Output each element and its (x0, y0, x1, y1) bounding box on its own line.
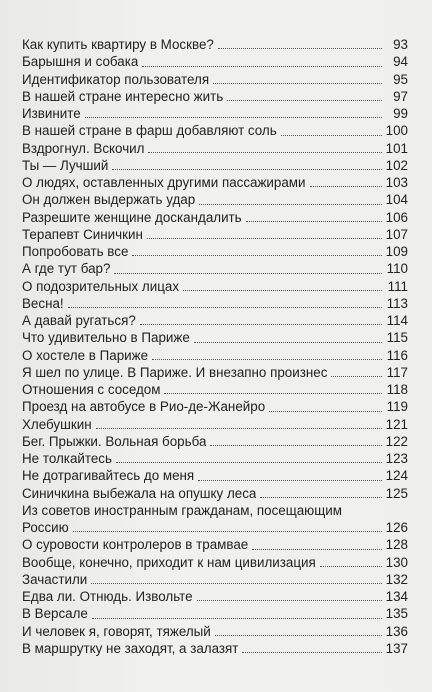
dot-leader (114, 273, 382, 274)
dot-leader (246, 221, 382, 222)
dot-leader (199, 204, 381, 205)
toc-entry (22, 329, 408, 346)
toc-entry-title: Весна! (22, 295, 64, 311)
toc-entry-title: Едва ли. Отнюдь. Извольте (22, 589, 193, 604)
dot-leader (68, 307, 382, 308)
toc-page-number: 137 (385, 640, 408, 656)
toc-entry (22, 88, 408, 105)
toc-page-number: 102 (385, 157, 408, 173)
toc-page-number: 126 (385, 520, 408, 535)
dot-leader (112, 169, 381, 170)
toc-page-number: 107 (385, 226, 408, 242)
toc-entry (22, 450, 408, 467)
toc-entry-title: А где тут бар? (22, 261, 111, 277)
toc-entry (22, 433, 408, 450)
toc-page-number: 111 (387, 278, 408, 294)
toc-page-number: 94 (393, 54, 408, 70)
dot-leader (252, 549, 381, 550)
toc-entry (22, 554, 408, 571)
toc-entry-title: И человек я, говорят, тяжелый (22, 623, 211, 639)
toc-entry (22, 623, 408, 640)
toc-entry-title: Не толкайтесь (22, 451, 112, 466)
dot-leader (310, 186, 382, 187)
dot-leader (73, 531, 382, 532)
toc-entry (22, 105, 408, 122)
toc-page-number: 128 (385, 537, 408, 553)
dot-leader (148, 152, 381, 153)
dot-leader (227, 100, 382, 101)
toc-entry-title: Отношения с соседом (22, 382, 161, 397)
dot-leader (92, 618, 382, 619)
toc-entry (22, 640, 408, 657)
toc-entry-title: Вообще, конечно, приходит к нам цивилизация (22, 554, 316, 570)
toc-entry-title: О суровости контролеров в трамвае (22, 537, 249, 553)
toc-page-number: 110 (386, 261, 408, 277)
toc-entry-title: Барышня и собака (22, 54, 139, 70)
toc-page-number: 124 (385, 468, 408, 484)
dot-leader (260, 497, 381, 498)
toc-entry-title: В нашей стране в фарш добавляют соль (22, 123, 277, 139)
toc-page-number: 99 (393, 106, 408, 121)
toc-entry-title: Бег. Прыжки. Вольная борьба (22, 433, 207, 449)
toc-entry (22, 536, 408, 553)
toc-entry (22, 260, 408, 277)
toc-page-number: 103 (385, 175, 408, 190)
dot-leader (242, 652, 381, 653)
toc-entry (22, 571, 408, 588)
dot-leader (331, 376, 382, 377)
toc-entry (22, 53, 408, 70)
toc-entry (22, 381, 408, 398)
toc-page-number: 134 (385, 589, 408, 604)
toc-page-number: 132 (385, 571, 408, 587)
toc-page-number: 115 (386, 330, 408, 346)
toc-page-number: 136 (385, 623, 408, 639)
toc-entry (22, 122, 408, 139)
dot-leader (194, 342, 382, 343)
toc-entry (22, 174, 408, 191)
toc-entry-title: Проезд на автобусе в Рио-де-Жанейро (22, 399, 266, 415)
dot-leader (215, 635, 382, 636)
dot-leader (183, 290, 382, 291)
toc-entry-title: Зачастили (22, 571, 88, 587)
dot-leader (218, 48, 382, 49)
dot-leader (164, 393, 382, 394)
toc-entry-title: Синичкина выбежала на опушку леса (22, 485, 257, 501)
toc-page-number: 116 (386, 347, 408, 363)
toc-page-number: 135 (385, 606, 408, 622)
dot-leader (116, 462, 382, 463)
dot-leader (140, 324, 382, 325)
toc-page-number: 101 (385, 140, 408, 156)
toc-entry-title: Попробовать все (22, 244, 129, 259)
toc-entry-title: О хостеле в Париже (22, 347, 149, 363)
toc-page-number: 123 (385, 451, 408, 466)
toc-entry (22, 588, 408, 605)
toc-entry (22, 243, 408, 260)
toc-entry-title: Что удивительно в Париже (22, 330, 190, 346)
toc-page-number: 125 (385, 485, 408, 501)
toc-entry-title: В маршрутку не заходят, а залазят (22, 640, 239, 656)
toc-page-number: 109 (385, 244, 408, 259)
toc-page-number: 106 (385, 209, 408, 225)
dot-leader (213, 83, 382, 84)
toc-entry (22, 519, 408, 536)
dot-leader (96, 428, 382, 429)
toc-entry-title: Хлебушкин (22, 416, 92, 432)
toc-page-number: 117 (386, 364, 408, 380)
toc-entry-title: О подозрительных лицах (22, 278, 180, 294)
table-of-contents (22, 36, 408, 657)
toc-entry-title: Терапевт Синичкин (22, 226, 143, 242)
toc-entry-title: Идентификатор пользователя (22, 71, 210, 87)
dot-leader (147, 238, 382, 239)
dot-leader (320, 566, 382, 567)
toc-entry-title: А давай ругаться? (22, 313, 136, 328)
toc-entry (22, 71, 408, 88)
toc-entry (22, 605, 408, 622)
toc-entry-title: Из советов иностранным гражданам, посещающим (22, 502, 342, 518)
toc-entry-line1 (22, 502, 408, 519)
toc-entry (22, 36, 408, 53)
dot-leader (281, 135, 382, 136)
toc-entry (22, 278, 408, 295)
toc-page-number: 130 (385, 554, 408, 570)
toc-entry (22, 364, 408, 381)
toc-page-number: 95 (393, 71, 408, 87)
toc-page-number: 97 (393, 88, 408, 104)
toc-entry (22, 398, 408, 415)
toc-page-number: 114 (386, 313, 408, 328)
toc-entry-title: Вздрогнул. Вскочил (22, 140, 145, 156)
toc-entry (22, 157, 408, 174)
toc-entry (22, 140, 408, 157)
toc-entry (22, 312, 408, 329)
toc-entry-title: О людях, оставленных другими пассажирами (22, 175, 306, 190)
dot-leader (210, 445, 381, 446)
toc-page-number: 121 (385, 416, 408, 432)
dot-leader (132, 255, 381, 256)
toc-entry (22, 485, 408, 502)
toc-entry-title: Как купить квартиру в Москве? (22, 37, 214, 52)
toc-page-number: 122 (385, 433, 408, 449)
dot-leader (85, 117, 382, 118)
toc-page-number: 104 (385, 192, 408, 208)
toc-entry (22, 295, 408, 312)
toc-entry (22, 467, 408, 484)
dot-leader (269, 411, 382, 412)
toc-entry (22, 209, 408, 226)
toc-entry-title: В Версале (22, 606, 88, 622)
toc-entry-title: Разрешите женщине доскандалить (22, 209, 242, 225)
toc-entry-title: Извините (22, 106, 81, 121)
dot-leader (198, 480, 381, 481)
toc-entry-title: Россию (22, 520, 69, 535)
toc-page-number: 118 (386, 382, 408, 397)
toc-entry-title: Ты — Лучший (22, 157, 109, 173)
toc-entry (22, 347, 408, 364)
toc-entry (22, 191, 408, 208)
toc-page-number: 119 (386, 399, 408, 415)
toc-page-number: 113 (386, 295, 408, 311)
toc-entry (22, 226, 408, 243)
dot-leader (197, 600, 382, 601)
toc-entry-title: Не дотрагивайтесь до меня (22, 468, 195, 484)
toc-page-number: 100 (385, 123, 408, 139)
toc-page-number: 93 (393, 37, 408, 52)
dot-leader (91, 583, 381, 584)
toc-entry-title: Он должен выдержать удар (22, 192, 196, 208)
toc-entry-title: В нашей стране интересно жить (22, 88, 224, 104)
dot-leader (152, 359, 382, 360)
toc-entry-title: Я шел по улице. В Париже. И внезапно произнес (22, 364, 328, 380)
dot-leader (142, 66, 382, 67)
toc-entry (22, 416, 408, 433)
